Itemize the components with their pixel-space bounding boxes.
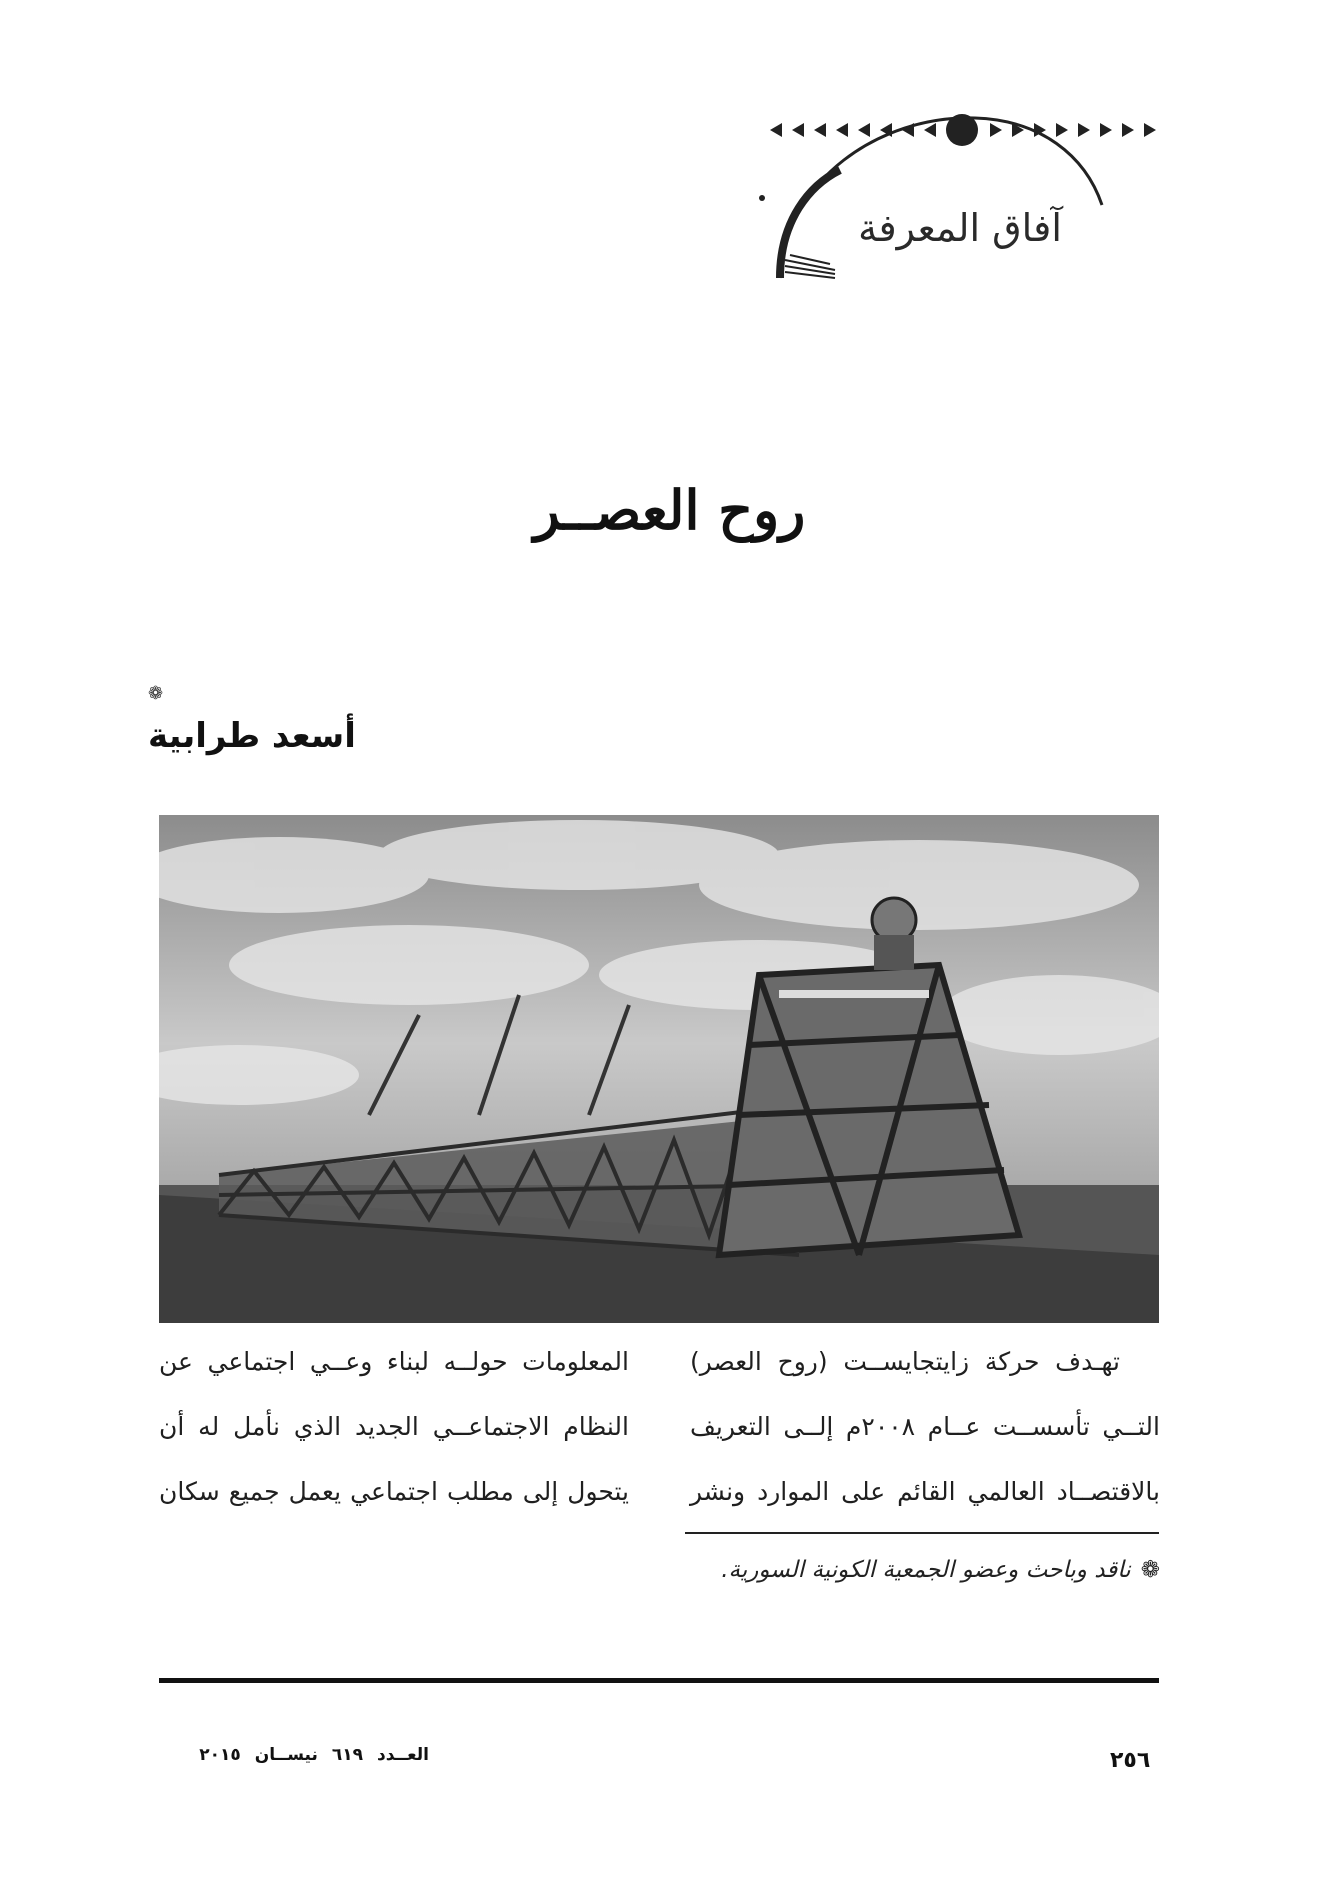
- section-logo-text: آفاق المعرفة: [858, 206, 1062, 250]
- body-line: يتحول إلى مطلب اجتماعي يعمل جميع سكان: [159, 1477, 629, 1506]
- body-line: بالاقتصــاد العالمي القائم على الموارد ونشر: [690, 1477, 1160, 1506]
- body-line: التــي تأسســت عــام ٢٠٠٨م إلــى التعريف: [690, 1412, 1160, 1441]
- article-title: روح العصــر: [533, 478, 806, 542]
- body-line: النظام الاجتماعــي الجديد الذي نأمل له أن: [159, 1412, 629, 1441]
- issue-year: ٢٠١٥: [199, 1745, 241, 1765]
- author-footnote-mark: ❁: [148, 683, 164, 704]
- author-footnote: [620, 1557, 1160, 1583]
- section-logo: [740, 110, 1160, 330]
- ornament-arrow-row: [740, 110, 1160, 150]
- issue-month: نيســان: [254, 1745, 318, 1765]
- body-line: تهـدف حركة زايتجايســت (روح العصر): [690, 1347, 1120, 1376]
- body-column-left: [159, 1338, 629, 1533]
- body-column-right: [690, 1338, 1160, 1533]
- issue-label: العــدد: [377, 1745, 429, 1765]
- article-photo: [159, 815, 1159, 1323]
- footer-rule: [159, 1678, 1159, 1683]
- issue-info: [159, 1745, 429, 1765]
- author-name: أسعد طرابية: [148, 716, 356, 756]
- issue-number: ٦١٩: [331, 1745, 364, 1765]
- page-number: ٢٥٦: [1110, 1748, 1151, 1773]
- body-line: المعلومات حولــه لبناء وعــي اجتماعي عن: [159, 1347, 629, 1376]
- footnote-mark: ❁: [1140, 1557, 1160, 1583]
- footnote-text: ناقد وباحث وعضو الجمعية الكونية السورية.: [721, 1557, 1131, 1583]
- footnote-rule: [685, 1532, 1159, 1534]
